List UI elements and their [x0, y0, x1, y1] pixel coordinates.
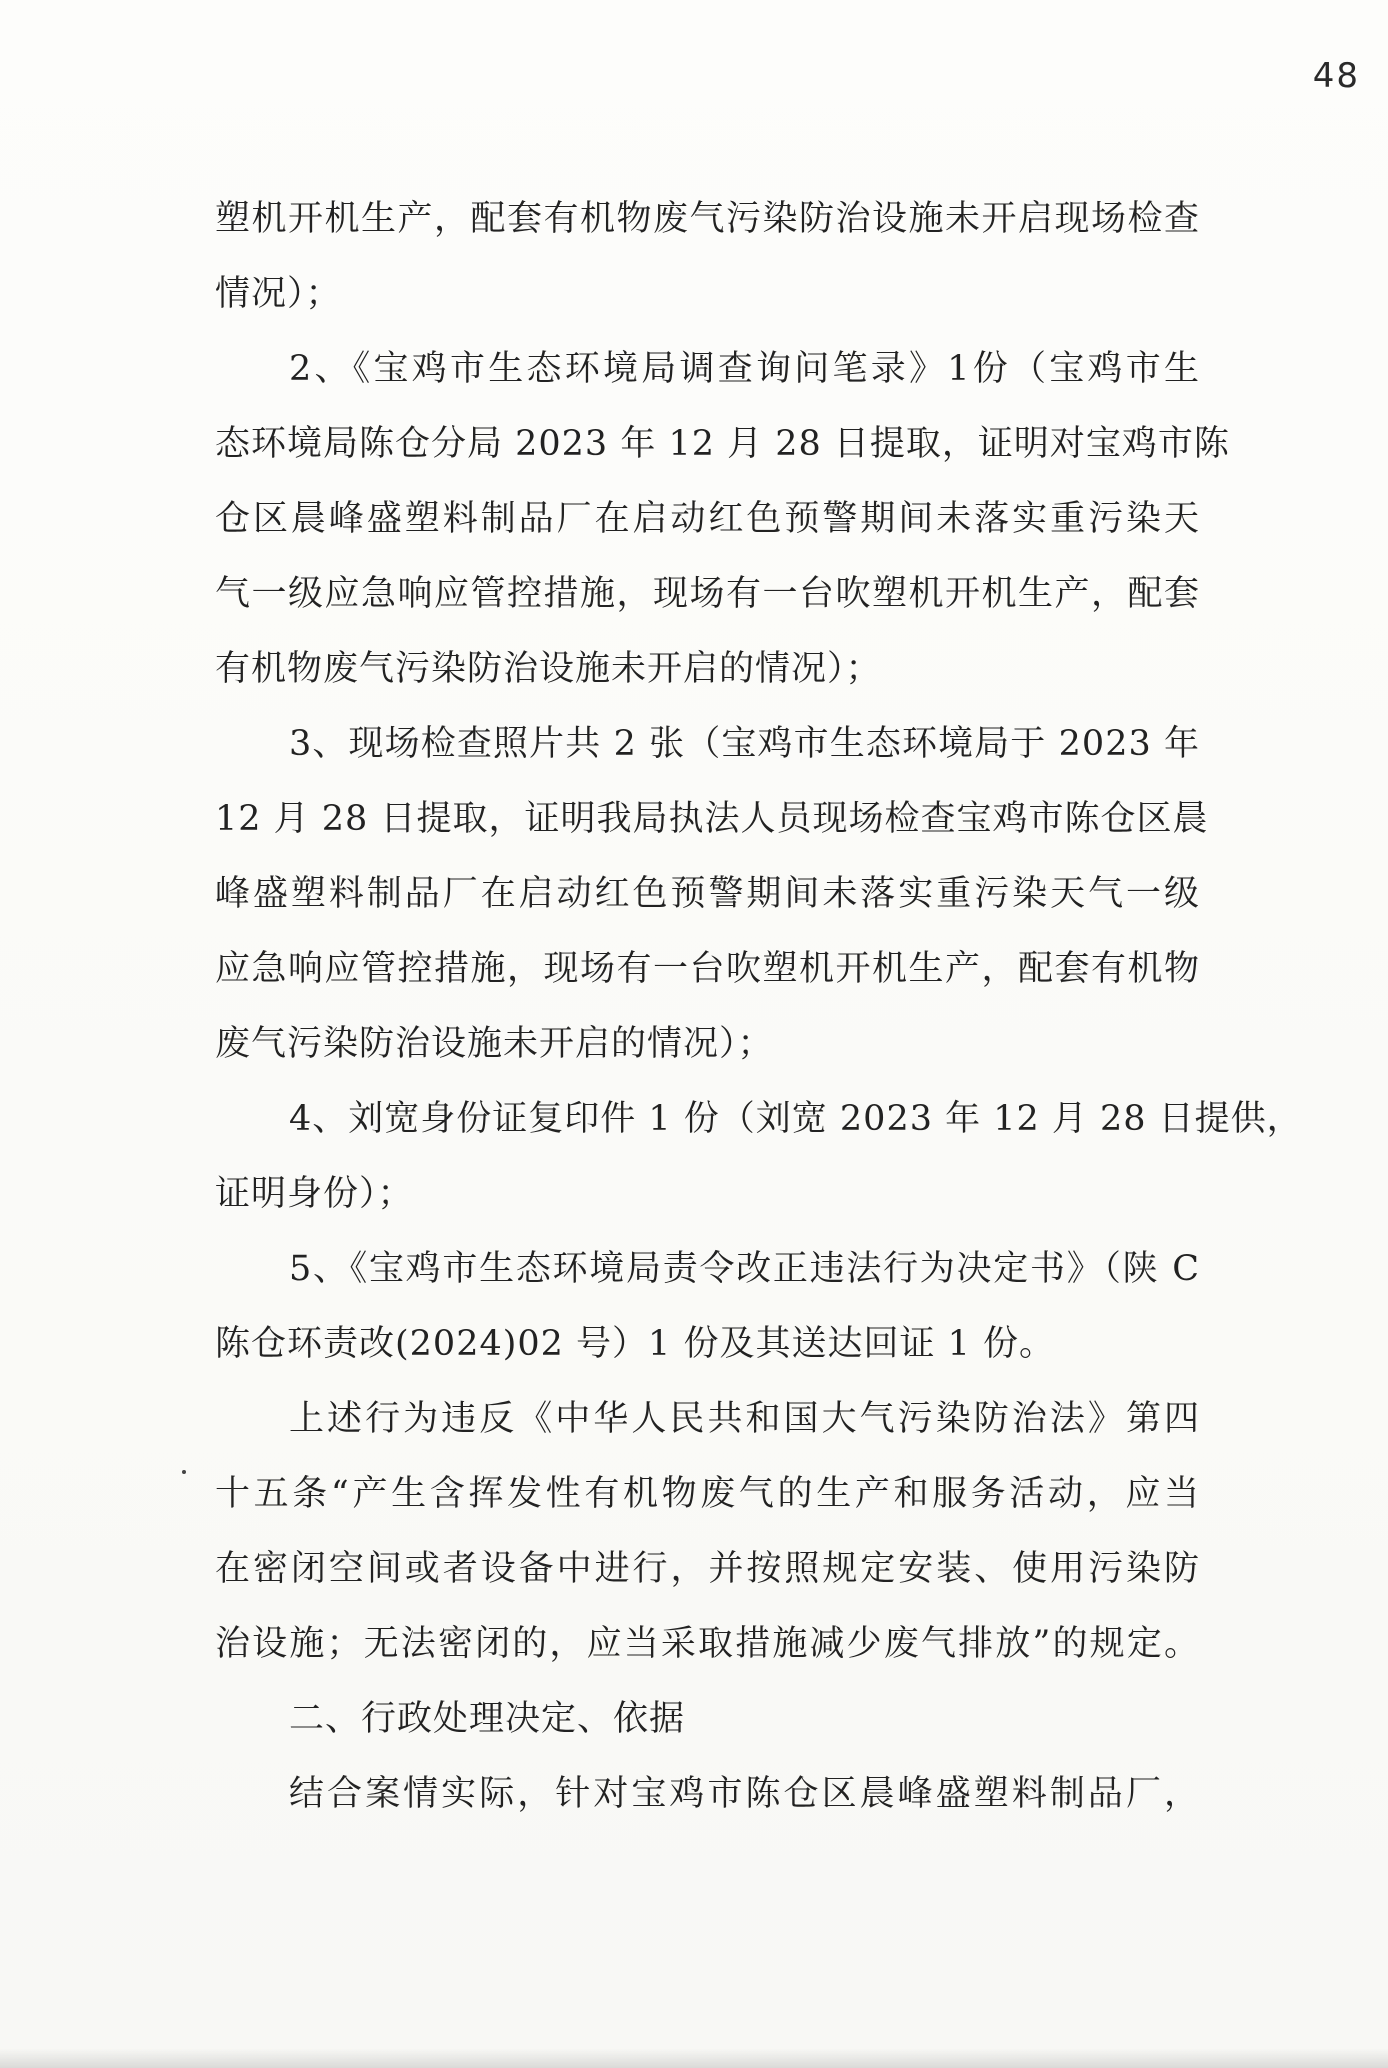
line-text: 气一级应急响应管控措施，现场有一台吹塑机开机生产，配套 [215, 574, 1200, 614]
line-text: 塑机开机生产，配套有机物废气污染防治设施未开启现场检查 [215, 199, 1200, 239]
line-text: 4、刘宽身份证复印件 1 份（刘宽 2023 年 12 月 28 日提供， [289, 1099, 1303, 1139]
text-line-11 [215, 932, 1200, 1007]
line-text: 2、《宝鸡市生态环境局调查询问笔录》1份（宝鸡市生 [289, 349, 1200, 389]
text-line-3 [215, 332, 1200, 407]
scan-edge-shadow [0, 2048, 1388, 2068]
text-line-17 [215, 1382, 1200, 1457]
text-line-1 [215, 182, 1200, 257]
scan-mark [182, 1470, 186, 1474]
text-line-12 [215, 1007, 1200, 1082]
line-text: 应急响应管控措施，现场有一台吹塑机开机生产，配套有机物 [215, 949, 1200, 989]
text-line-8 [215, 707, 1200, 782]
line-text: 态环境局陈仓分局 2023 年 12 月 28 日提取，证明对宝鸡市陈 [215, 424, 1230, 464]
text-line-9 [215, 782, 1209, 857]
text-line-18 [215, 1457, 1200, 1532]
text-line-4 [215, 407, 1230, 482]
text-line-14 [215, 1157, 1200, 1232]
text-line-19 [215, 1532, 1200, 1607]
line-text: 治设施；无法密闭的，应当采取措施减少废气排放”的规定。 [215, 1624, 1200, 1664]
document-body [215, 182, 1303, 1832]
line-text: 仓区晨峰盛塑料制品厂在启动红色预警期间未落实重污染天 [215, 499, 1200, 539]
line-text: 5、《宝鸡市生态环境局责令改正违法行为决定书》（陕 C [289, 1249, 1200, 1289]
text-line-15 [215, 1232, 1200, 1307]
line-text: 峰盛塑料制品厂在启动红色预警期间未落实重污染天气一级 [215, 874, 1200, 914]
text-line-7 [215, 632, 1200, 707]
text-line-5 [215, 482, 1200, 557]
line-text: 结合案情实际，针对宝鸡市陈仓区晨峰盛塑料制品厂， [289, 1774, 1200, 1814]
line-text: 有机物废气污染防治设施未开启的情况）； [215, 649, 882, 689]
line-text: 上述行为违反《中华人民共和国大气污染防治法》第四 [289, 1399, 1200, 1439]
text-line-10 [215, 857, 1200, 932]
line-text: 十五条“产生含挥发性有机物废气的生产和服务活动，应当 [215, 1474, 1200, 1514]
line-text: 3、现场检查照片共 2 张（宝鸡市生态环境局于 2023 年 [289, 724, 1200, 764]
line-text: 12 月 28 日提取，证明我局执法人员现场检查宝鸡市陈仓区晨 [215, 799, 1209, 839]
line-text: 在密闭空间或者设备中进行，并按照规定安装、使用污染防 [215, 1549, 1200, 1589]
text-line-16 [215, 1307, 1200, 1382]
text-line-2 [215, 257, 1200, 332]
text-line-6 [215, 557, 1200, 632]
line-text: 陈仓环责改(2024)02 号）1 份及其送达回证 1 份。 [215, 1324, 1055, 1364]
line-text: 情况）； [215, 274, 342, 314]
line-text: 证明身份）； [215, 1174, 414, 1214]
line-text: 二、行政处理决定、依据 [289, 1699, 686, 1739]
section-heading [215, 1682, 1200, 1757]
text-line-20 [215, 1607, 1200, 1682]
text-line-22 [215, 1757, 1200, 1832]
line-text: 废气污染防治设施未开启的情况）； [215, 1024, 774, 1064]
text-line-13 [215, 1082, 1303, 1157]
page-number: 48 [1312, 56, 1360, 96]
